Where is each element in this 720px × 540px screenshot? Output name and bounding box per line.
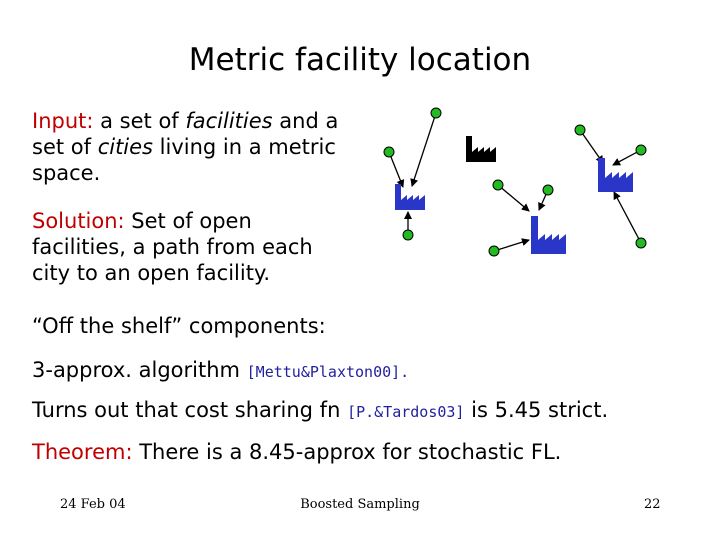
edge-2 [412, 113, 436, 186]
slide-title: Metric facility location [188, 42, 532, 78]
footer-page-number: 22 [644, 497, 661, 512]
open-facility-2 [531, 216, 566, 254]
input-text-2: and a set of [32, 109, 339, 159]
open-facility-1 [395, 184, 425, 210]
approx-citation: [Mettu&Plaxton00]. [246, 363, 410, 381]
cost-text-b: is 5.45 strict. [464, 398, 609, 422]
solution-text: Set of open facilities, a path from each city to an open facility. [32, 209, 313, 285]
city-2 [431, 108, 441, 118]
approx-text: 3-approx. algorithm [32, 358, 247, 382]
city-4 [493, 180, 503, 190]
cost-text-a: Turns out that cost sharing fn [32, 398, 348, 422]
city-1 [384, 147, 394, 157]
input-text-1: a set of [93, 109, 186, 133]
theorem-text: There is a 8.45-approx for stochastic FL. [132, 440, 562, 464]
city-5 [543, 185, 553, 195]
edge-6 [494, 240, 529, 251]
closed-facility [466, 136, 496, 162]
cities-term: cities [97, 135, 153, 159]
cost-citation: [P.&Tardos03] [347, 403, 465, 421]
city-7 [575, 125, 585, 135]
edge-9 [614, 192, 641, 243]
input-label: Input: [32, 109, 94, 133]
edge-1 [389, 152, 403, 187]
solution-label: Solution: [32, 209, 125, 233]
city-3 [403, 230, 413, 240]
footer-title: Boosted Sampling [300, 497, 420, 512]
facilities-term: facilities [185, 109, 273, 133]
city-8 [636, 145, 646, 155]
edge-4 [498, 185, 529, 211]
theorem-label: Theorem: [32, 440, 133, 464]
input-text-3: living in a metric space. [32, 135, 336, 185]
city-6 [489, 246, 499, 256]
off-shelf-heading: “Off the shelf” components: [32, 314, 326, 338]
footer-date: 24 Feb 04 [60, 497, 126, 512]
city-9 [636, 238, 646, 248]
